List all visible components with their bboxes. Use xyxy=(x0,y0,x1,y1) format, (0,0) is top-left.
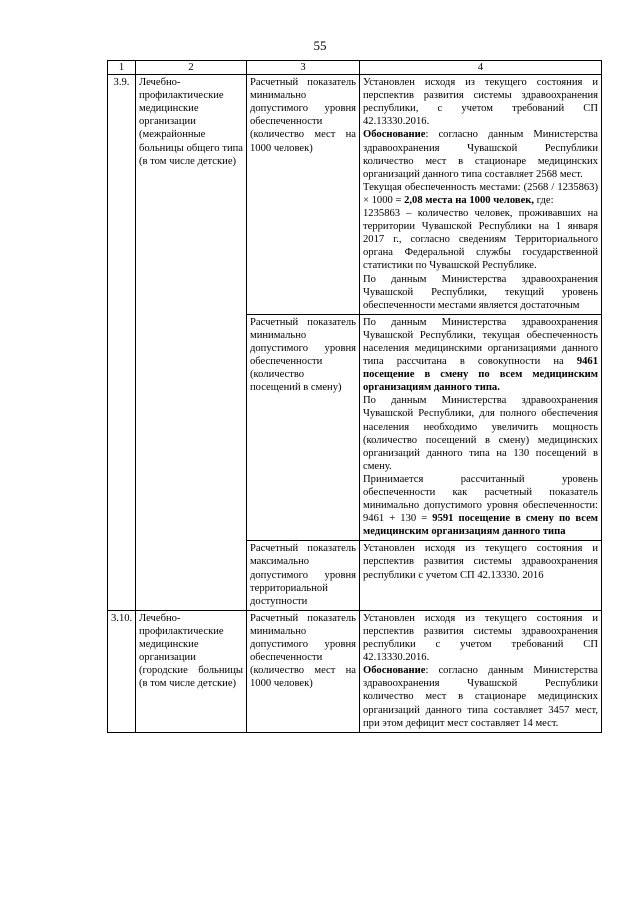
indicator-cell: Расчетный показатель минимально допустимого уровня обеспеченности (количество мест на 1000 человек) xyxy=(247,75,360,315)
description-cell xyxy=(360,541,602,610)
page-number: 55 xyxy=(313,38,327,53)
bold-label: Обоснование xyxy=(363,665,426,677)
paragraph xyxy=(363,316,598,395)
paragraph-text: По данным Министерства здравоохранения Чувашской Республики, текущая обеспеченность населения медицинскими организациями данного типа рассчитана в совокупности на xyxy=(363,316,598,368)
paragraph-text: Текущая обеспеченность местами: (2568 / 1235863) × 1000 = xyxy=(363,181,598,206)
description-cell xyxy=(360,75,602,315)
column-header: 2 xyxy=(136,61,247,75)
bold-label: Обоснование xyxy=(363,129,426,141)
description-cell xyxy=(360,314,602,541)
row-number: 3.10. xyxy=(108,610,136,732)
paragraph: По данным Министерства здравоохранения Чувашской Республики, текущий уровень обеспеченности местами является достаточным xyxy=(363,273,598,311)
description-cell xyxy=(360,610,602,732)
indicator-cell: Расчетный показатель минимально допустимого уровня обеспеченности (количество посещений в смену) xyxy=(247,314,360,541)
indicator-cell: Расчетный показатель минимально допустимого уровня обеспеченности (количество мест на 1000 человек) xyxy=(247,610,360,732)
paragraph-tail: где: xyxy=(534,194,554,206)
indicator-cell: Расчетный показатель максимально допустимого уровня территориальной доступности xyxy=(247,541,360,610)
column-header: 4 xyxy=(360,61,602,75)
bold-value: 9461 посещение в смену по всем медицинским организациям данного типа. xyxy=(363,356,598,394)
paragraph xyxy=(363,128,598,180)
header-row xyxy=(108,61,602,75)
bold-value: 9591 посещение в смену по всем медицинским организациям данного типа xyxy=(363,513,598,538)
paragraph-text: : согласно данным Министерства здравоохранения Чувашской Республики количество мест в стационаре медицинских организаций данного типа составляет 3457 мест, при этом дефицит мест составляет 14 мест. xyxy=(363,665,598,729)
paragraph: Установлен исходя из текущего состояния и перспектив развития системы здравоохранения республики, с учетом требований СП 42.13330.2016. xyxy=(363,77,598,128)
column-header: 3 xyxy=(247,61,360,75)
paragraph: Установлен исходя из текущего состояния и перспектив развития системы здравоохранения республики с учетом требований СП 42.13330.2016. xyxy=(363,612,598,664)
paragraph xyxy=(363,181,598,207)
facility-type: Лечебно-профилактические медицинские организации (городские больницы (в том числе детские) xyxy=(136,610,247,732)
row-number: 3.9. xyxy=(108,75,136,611)
paragraph xyxy=(363,664,598,729)
paragraph-text: Принимается рассчитанный уровень обеспеченности как расчетный показатель минимально допустимого уровня обеспеченности: 9461 + 130 = xyxy=(363,473,598,525)
paragraph: Установлен исходя из текущего состояния и перспектив развития системы здравоохранения республики с учетом СП 42.13330. 2016 xyxy=(363,543,598,581)
paragraph: По данным Министерства здравоохранения Чувашской Республики, для полного обеспечения населения необходимо увеличить мощность (количество посещений в смену) медицинских организаций данного типа на 130 посещений в смену. xyxy=(363,395,598,472)
column-header: 1 xyxy=(108,61,136,75)
document-table xyxy=(107,60,602,733)
facility-type: Лечебно-профилактические медицинские организации (межрайонные больницы общего типа (в том числе детские) xyxy=(136,75,247,611)
paragraph xyxy=(363,473,598,538)
table-row xyxy=(108,610,602,732)
paragraph: 1235863 – количество человек, проживавших на территории Чувашской Республики на 1 января 2017 г., согласно сведениям Территориального органа Федеральной службы государственной статистики по Чувашской Республике. xyxy=(363,208,598,272)
bold-value: 2,08 места на 1000 человек, xyxy=(404,194,535,206)
paragraph-text: : согласно данным Министерства здравоохранения Чувашской Республики количество мест в стационаре медицинских организаций данного типа составляет 2568 мест. xyxy=(363,129,598,180)
table-row xyxy=(108,75,602,315)
